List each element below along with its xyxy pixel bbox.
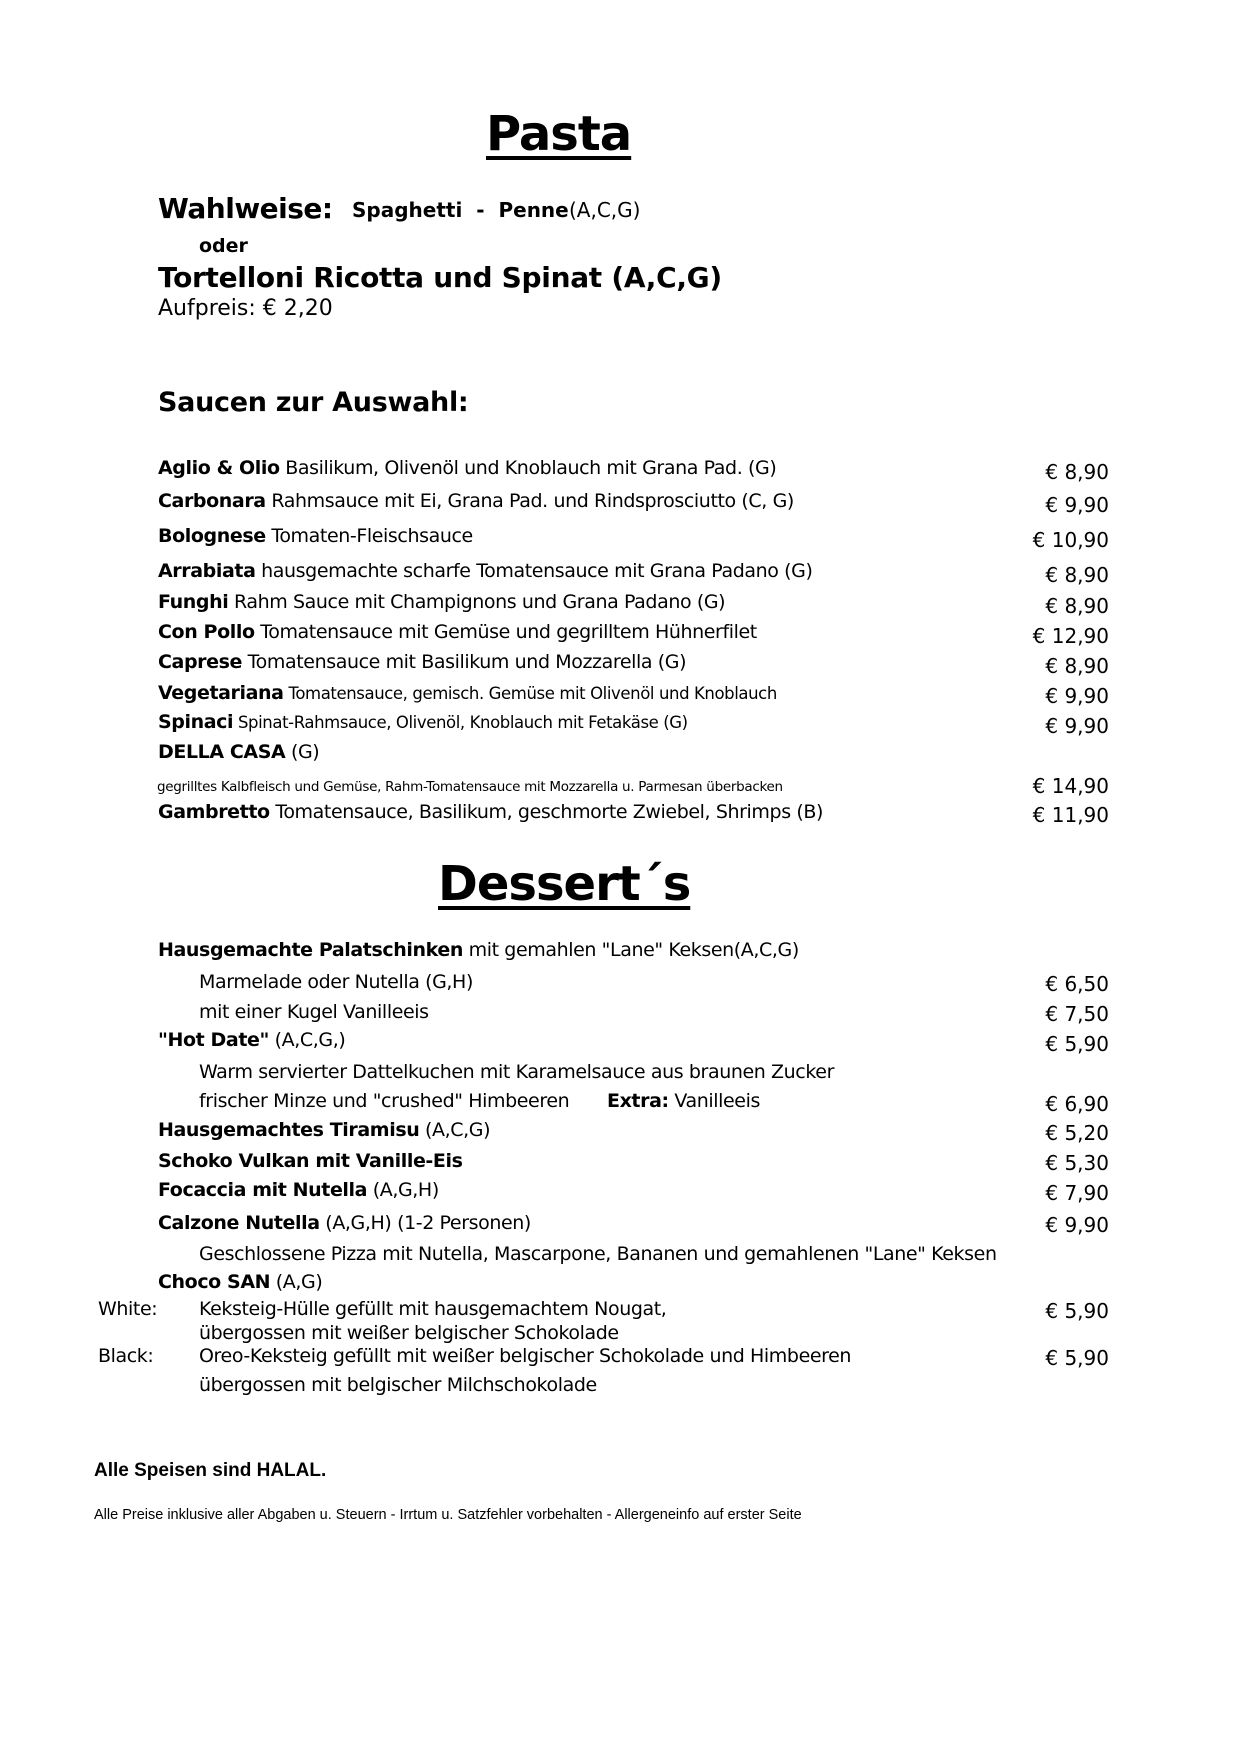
sauce-desc: Spinat-Rahmsauce, Olivenöl, Knoblauch mit Fetakäse (G) bbox=[233, 713, 688, 732]
dessert-price: € 5,90 bbox=[1045, 1346, 1109, 1370]
variant-label: Black: bbox=[98, 1345, 154, 1367]
sauce-item bbox=[158, 621, 757, 643]
dessert-name: Schoko Vulkan mit Vanille-Eis bbox=[158, 1150, 463, 1172]
sauce-desc: Tomatensauce, Basilikum, geschmorte Zwiebel, Shrimps (B) bbox=[269, 801, 823, 823]
dessert-item: frischer Minze und "crushed" Himbeeren bbox=[199, 1090, 570, 1112]
sauce-desc: Tomatensauce mit Gemüse und gegrilltem Hühnerfilet bbox=[254, 621, 757, 643]
choice-allergens: (A,C,G) bbox=[569, 198, 641, 222]
disclaimer: Alle Preise inklusive aller Abgaben u. Steuern - Irrtum u. Satzfehler vorbehalten - Allergeneinfo auf erster Seite bbox=[94, 1507, 802, 1523]
sauce-name: DELLA CASA bbox=[158, 741, 286, 763]
dessert-price: € 6,90 bbox=[1045, 1092, 1109, 1116]
dessert-desc: (A,C,G,) bbox=[269, 1029, 346, 1051]
halal-note: Alle Speisen sind HALAL. bbox=[94, 1460, 327, 1481]
dessert-item: Geschlossene Pizza mit Nutella, Mascarpone, Bananen und gemahlenen "Lane" Keksen bbox=[199, 1243, 997, 1265]
pasta-title: Pasta bbox=[486, 106, 632, 162]
sauce-item bbox=[158, 525, 473, 547]
variant-line: Oreo-Keksteig gefüllt mit weißer belgischer Schokolade und Himbeeren bbox=[199, 1345, 852, 1367]
sauce-item bbox=[158, 711, 688, 733]
variant-line: übergossen mit belgischer Milchschokolade bbox=[199, 1374, 597, 1396]
sauce-desc: Tomatensauce, gemisch. Gemüse mit Olivenöl und Knoblauch bbox=[283, 684, 777, 703]
dessert-price: € 5,90 bbox=[1045, 1299, 1109, 1323]
alt-pasta: Tortelloni Ricotta und Spinat (A,C,G) bbox=[158, 261, 722, 294]
dessert-desc: (A,C,G) bbox=[419, 1119, 491, 1141]
sauce-desc: Basilikum, Olivenöl und Knoblauch mit Grana Pad. (G) bbox=[279, 457, 777, 479]
surcharge: Aufpreis: € 2,20 bbox=[158, 296, 333, 321]
dessert-item bbox=[158, 1179, 439, 1201]
sauce-item bbox=[158, 682, 777, 704]
dessert-price: € 6,50 bbox=[1045, 972, 1109, 996]
sauce-item bbox=[158, 651, 686, 673]
dessert-item bbox=[158, 1212, 531, 1234]
sauce-item bbox=[158, 490, 794, 512]
dessert-item: Warm servierter Dattelkuchen mit Karamelsauce aus braunen Zucker bbox=[199, 1061, 834, 1083]
sauce-name: Spinaci bbox=[158, 711, 234, 733]
choice-options: Spaghetti - Penne bbox=[352, 198, 569, 222]
choice-label: Wahlweise: bbox=[158, 192, 333, 225]
sauce-price: € 12,90 bbox=[1032, 624, 1109, 648]
dessert-item: Marmelade oder Nutella (G,H) bbox=[199, 971, 473, 993]
dessert-price: € 9,90 bbox=[1045, 1213, 1109, 1237]
sauce-price: € 9,90 bbox=[1045, 714, 1109, 738]
sauce-name: Caprese bbox=[158, 651, 243, 673]
dessert-name: Hausgemachte Palatschinken bbox=[158, 939, 463, 961]
variant-label: White: bbox=[98, 1298, 158, 1320]
dessert-item bbox=[158, 939, 799, 961]
dessert-price: € 7,50 bbox=[1045, 1002, 1109, 1026]
sauce-price: € 8,90 bbox=[1045, 563, 1109, 587]
desserts-title: Dessert´s bbox=[438, 856, 691, 912]
sauce-desc: Tomatensauce mit Basilikum und Mozzarella (G) bbox=[242, 651, 687, 673]
dessert-price: € 5,90 bbox=[1045, 1032, 1109, 1056]
sauce-price: € 14,90 bbox=[1032, 774, 1109, 798]
sauce-price: € 8,90 bbox=[1045, 594, 1109, 618]
dessert-desc: (A,G) bbox=[270, 1271, 323, 1293]
dessert-price: € 5,30 bbox=[1045, 1151, 1109, 1175]
sauce-price: € 9,90 bbox=[1045, 493, 1109, 517]
dessert-name: "Hot Date" bbox=[158, 1029, 270, 1051]
dessert-desc: (A,G,H) (1-2 Personen) bbox=[319, 1212, 531, 1234]
sauce-name: Aglio & Olio bbox=[158, 457, 280, 479]
sauce-desc: Rahm Sauce mit Champignons und Grana Padano (G) bbox=[228, 591, 726, 613]
sauce-desc: Tomaten-Fleischsauce bbox=[265, 525, 473, 547]
extra-value: Vanilleeis bbox=[668, 1090, 760, 1112]
or-label: oder bbox=[199, 235, 248, 257]
dessert-name: Choco SAN bbox=[158, 1271, 271, 1293]
sauces-heading: Sauce​n zur Auswahl: bbox=[158, 387, 469, 418]
sauce-name: Bolognese bbox=[158, 525, 266, 547]
sauce-item bbox=[158, 741, 319, 763]
dessert-item bbox=[158, 1150, 463, 1172]
dessert-desc: mit gemahlen "Lane" Keksen(A,C,G) bbox=[462, 939, 799, 961]
sauce-item bbox=[158, 560, 813, 582]
sauce-desc: Rahmsauce mit Ei, Grana Pad. und Rindsprosciutto (C, G) bbox=[265, 490, 794, 512]
dessert-desc: (A,G,H) bbox=[367, 1179, 439, 1201]
sauce-price: € 11,90 bbox=[1032, 803, 1109, 827]
sauce-price: € 9,90 bbox=[1045, 684, 1109, 708]
sauce-item bbox=[157, 779, 783, 795]
sauce-name: Con Pollo bbox=[158, 621, 255, 643]
dessert-extra bbox=[607, 1090, 760, 1112]
sauce-item bbox=[158, 457, 776, 479]
dessert-name: Calzone Nutella bbox=[158, 1212, 320, 1234]
dessert-price: € 5,20 bbox=[1045, 1121, 1109, 1145]
variant-line: übergossen mit weißer belgischer Schokolade bbox=[199, 1322, 619, 1344]
dessert-price: € 7,90 bbox=[1045, 1181, 1109, 1205]
sauce-item bbox=[158, 591, 725, 613]
sauce-price: € 8,90 bbox=[1045, 460, 1109, 484]
variant-line: Keksteig-Hülle gefüllt mit hausgemachtem Nougat, bbox=[199, 1298, 667, 1320]
sauce-desc: (G) bbox=[285, 741, 320, 763]
sauce-price: € 8,90 bbox=[1045, 654, 1109, 678]
sauce-name: Funghi bbox=[158, 591, 229, 613]
sauce-name: Arrabiata bbox=[158, 560, 256, 582]
sauce-desc: gegrilltes Kalbfleisch und Gemüse, Rahm-Tomatensauce mit Mozzarella u. Parmesan überbacken bbox=[157, 779, 783, 795]
dessert-name: Focaccia mit Nutella bbox=[158, 1179, 368, 1201]
dessert-item bbox=[158, 1119, 490, 1141]
sauce-name: Carbonara bbox=[158, 490, 266, 512]
sauce-price: € 10,90 bbox=[1032, 528, 1109, 552]
dessert-item bbox=[158, 1271, 322, 1293]
sauce-name: Gambretto bbox=[158, 801, 270, 823]
sauce-desc: hausgemachte scharfe Tomatensauce mit Grana Padano (G) bbox=[255, 560, 813, 582]
sauce-name: Vegetariana bbox=[158, 682, 284, 704]
dessert-item bbox=[158, 1029, 345, 1051]
extra-label: Extra: bbox=[607, 1090, 669, 1112]
dessert-name: Hausgemachtes Tiramisu bbox=[158, 1119, 420, 1141]
sauce-item bbox=[158, 801, 823, 823]
dessert-item: mit einer Kugel Vanilleeis bbox=[199, 1001, 429, 1023]
